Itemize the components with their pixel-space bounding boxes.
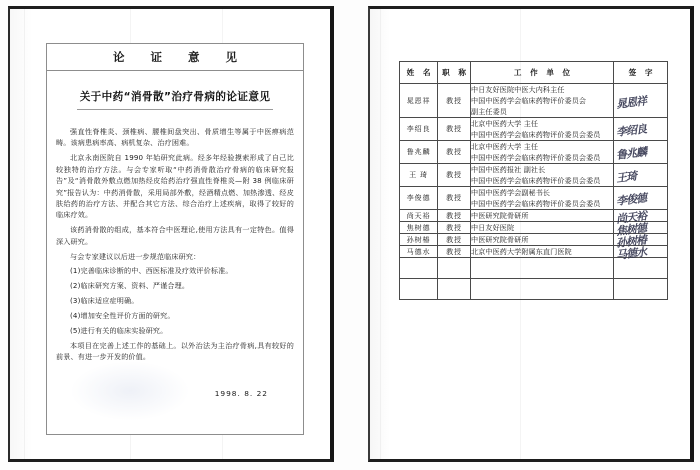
unit-line: 中日友好医院中医大内科主任 (471, 85, 565, 94)
cell-signature (614, 244, 668, 262)
document-date: 1998. 8. 22 (214, 388, 268, 398)
table-row (400, 246, 668, 258)
table-row-empty (400, 258, 668, 279)
handwritten-signature: 鲁兆麟 (615, 145, 647, 162)
cell-signature (614, 208, 668, 226)
column-header-unit: 工 作 单 位 (471, 62, 614, 84)
cell-name: 焦树德 (400, 222, 438, 234)
cell-unit (471, 141, 614, 164)
document-heading: 关于中药“消骨散”治疗骨病的论证意见 (79, 91, 271, 103)
cell-signature (614, 84, 668, 118)
body-paragraph: 该药消骨散的组成，基本符合中医理论,使用方法具有一定特色。值得深入研究。 (56, 225, 294, 246)
cell-title (438, 258, 471, 279)
cell-name: 鲁兆麟 (400, 141, 438, 164)
recommendation-item: (3)临床适应症明确。 (70, 296, 139, 306)
unit-line: 中国中医药报社 副社长 (471, 165, 546, 174)
table-row (400, 222, 668, 234)
cell-signature (614, 220, 668, 238)
column-header-title: 职 称 (438, 62, 471, 84)
recommendation-item: (5)进行有关的临床实验研究。 (70, 326, 168, 336)
scan-artifact-band (380, 9, 381, 459)
unit-line: 中国中医药学会临床药物评价委员会委员 (471, 199, 601, 208)
cell-title: 教授 (438, 164, 471, 187)
unit-line: 副主任委员 (471, 107, 507, 116)
cell-title: 教授 (438, 234, 471, 246)
cell-signature (614, 164, 668, 187)
cell-title: 教授 (438, 210, 471, 222)
unit-line: 北京中医药大学附属东直门医院 (471, 247, 572, 256)
handwritten-signature: 李俊德 (615, 191, 647, 208)
cell-signature (614, 141, 668, 164)
expert-signature-table (399, 61, 668, 300)
cell-unit (471, 118, 614, 141)
cell-signature (614, 279, 668, 300)
recommendation-item: (1)完善临床诊断的中、西医标准及疗效评价标准。 (70, 266, 233, 276)
cell-unit (471, 187, 614, 210)
cell-name: 尚天裕 (400, 210, 438, 222)
document-title: 论 证 意 见 (112, 50, 248, 64)
handwritten-signature: 尚天裕 (615, 208, 647, 226)
table-body (400, 84, 668, 300)
handwritten-signature: 晁恩祥 (615, 93, 647, 111)
recommendation-item: (4)增加安全性评价方面的研究。 (70, 311, 175, 321)
cell-title: 教授 (438, 84, 471, 118)
table-row (400, 234, 668, 246)
cell-name: 孙树椿 (400, 234, 438, 246)
cell-unit (471, 246, 614, 258)
table-row (400, 118, 668, 141)
cell-unit (471, 234, 614, 246)
left-page (8, 6, 334, 462)
signature-table-wrapper (399, 61, 667, 300)
cell-name: 李俊德 (400, 187, 438, 210)
handwritten-signature: 王琦 (615, 169, 637, 185)
unit-line: 中日友好医院 (471, 223, 515, 232)
body-paragraph: 与会专家建议以后进一步规范临床研究： (70, 251, 201, 261)
opinion-document-frame (46, 43, 304, 435)
cell-unit (471, 210, 614, 222)
unit-line: 中国中医药学会临床药物评价委员会 (471, 96, 587, 105)
table-row (400, 164, 668, 187)
column-header-signature: 签 字 (614, 62, 668, 84)
right-page (368, 6, 694, 462)
unit-line: 中医研究院骨研所 (471, 235, 529, 244)
cell-name: 马德水 (400, 246, 438, 258)
cell-unit (471, 222, 614, 234)
cell-name (400, 279, 438, 300)
cell-name: 王 琦 (400, 164, 438, 187)
cell-title: 教授 (438, 118, 471, 141)
cell-unit (471, 279, 614, 300)
body-paragraph: 强直性脊椎炎、颈椎病、腰椎间盘突出、骨质增生等属于中医痹病范畴。该病患病率高、病机复杂、治疗困难。 (56, 127, 294, 148)
handwritten-signature: 孙树椿 (615, 232, 647, 250)
unit-line: 北京中医药大学 主任 (471, 142, 539, 151)
cell-signature (614, 187, 668, 210)
unit-line: 中国中医药学会副秘书长 (471, 188, 551, 197)
cell-name: 晁恩祥 (400, 84, 438, 118)
table-row-empty (400, 279, 668, 300)
cell-title (438, 279, 471, 300)
cell-title: 教授 (438, 246, 471, 258)
table-header-row (400, 62, 668, 84)
table-row (400, 210, 668, 222)
cell-name (400, 258, 438, 279)
cell-title: 教授 (438, 187, 471, 210)
document-title-bar (47, 44, 303, 71)
cell-unit (471, 164, 614, 187)
cell-name: 李绍良 (400, 118, 438, 141)
unit-line: 中国中医药学会临床药物评价委员会委员 (471, 176, 601, 185)
unit-line: 中国中医药学会临床药物评价委员会委员 (471, 153, 601, 162)
cell-unit (471, 258, 614, 279)
scan-artifact-band (24, 9, 25, 459)
handwritten-signature: 李绍良 (615, 122, 647, 139)
cell-signature (614, 118, 668, 141)
unit-line: 中医研究院骨研所 (471, 211, 529, 220)
cell-signature (614, 258, 668, 279)
cell-unit (471, 84, 614, 118)
document-body (56, 126, 294, 398)
cell-title: 教授 (438, 222, 471, 234)
unit-line: 北京中医药大学 主任 (471, 119, 539, 128)
unit-line: 中国中医药学会临床药物评价委员会委员 (471, 130, 601, 139)
closing-paragraph: 本项目在完善上述工作的基础上。以外治法为主治疗骨病,具有较好的前景、有进一步开发的价值。 (56, 341, 294, 362)
cell-title: 教授 (438, 141, 471, 164)
column-header-name: 姓 名 (400, 62, 438, 84)
cell-signature (614, 232, 668, 250)
body-paragraph: 北京永南医院自 1990 年始研究此病。经多年经验摸索形成了自己比较独特的治疗方法。与会专家听取“中药消骨散治疗骨病的临床研究报告”及“消骨散外敷点燃加热经皮给药治疗强直性脊椎炎—附 38 例临床研究”报告认为：中药消骨散，采用局部外敷，经酒精点燃、加热渗透、经皮肤给药的治疗方法、并配合其它方法、综合治疗上述疾病，取得了较好的临床疗效。 (56, 153, 294, 220)
handwritten-signature: 焦树德 (615, 220, 647, 238)
heading-underline (77, 109, 273, 110)
table-row (400, 187, 668, 210)
recommendation-item: (2)临床研究方案、资料、严谨合理。 (70, 281, 190, 291)
table-row (400, 141, 668, 164)
handwritten-signature: 马德水 (615, 244, 647, 262)
table-row (400, 84, 668, 118)
